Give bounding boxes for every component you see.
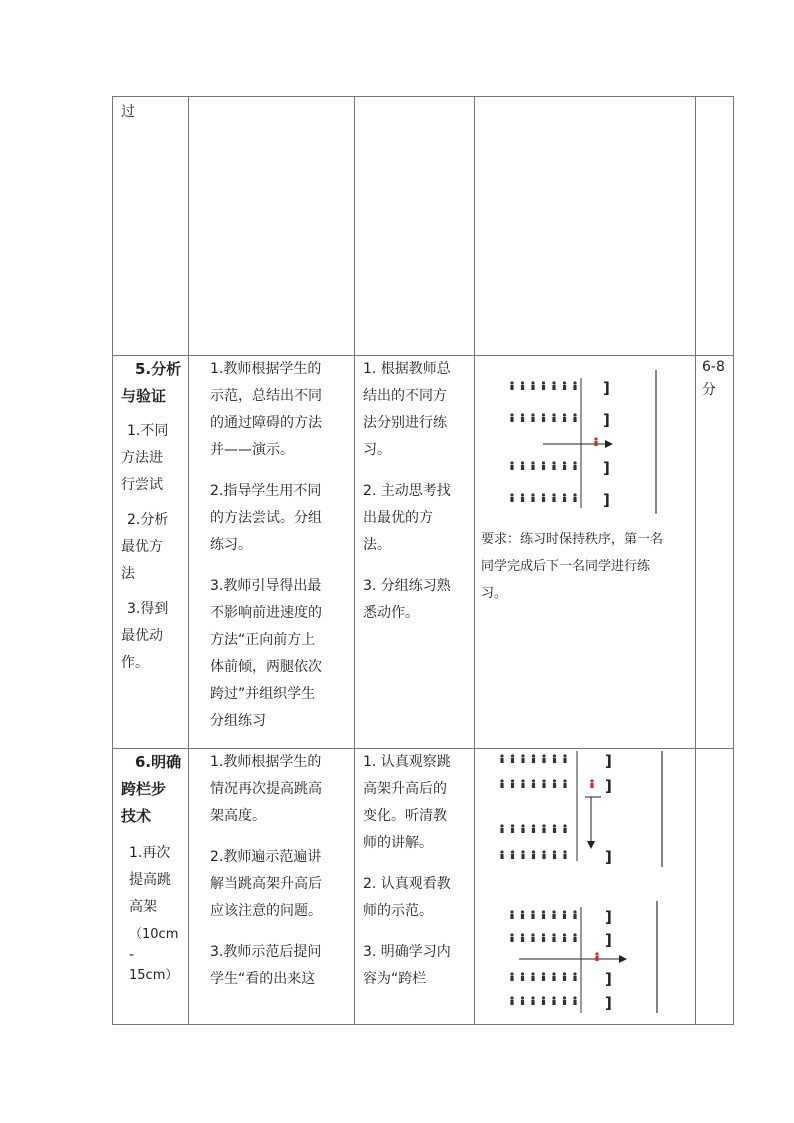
person-icon	[510, 972, 513, 981]
hurdle-mark: ]	[605, 970, 612, 988]
person-icon	[542, 850, 545, 859]
person-icon	[510, 910, 513, 919]
time-cell	[696, 97, 734, 356]
teacher-step: 1.教师根据学生的 示范，总结出不同 的通过障碍的方法 并——演示。	[210, 361, 322, 458]
person-icon	[542, 996, 545, 1005]
hurdle-mark: ]	[603, 411, 610, 429]
person-icon	[553, 754, 556, 763]
hurdle-mark: ]	[605, 848, 612, 866]
person-icon	[510, 461, 513, 470]
teacher-step: 3.教师示范后提问 学生“看的出来这	[210, 944, 322, 987]
person-icon	[553, 779, 556, 788]
person-icon	[532, 850, 535, 859]
stage-cell	[113, 749, 189, 1025]
person-icon	[521, 754, 524, 763]
student-cell	[355, 356, 475, 749]
student-step: 2. 认真观看教 师的示范。	[363, 876, 451, 919]
person-icon	[511, 779, 514, 788]
person-icon	[552, 493, 555, 502]
person-icon	[500, 850, 503, 859]
person-icon	[511, 754, 514, 763]
person-icon	[563, 910, 566, 919]
person-icon	[563, 996, 566, 1005]
teacher-cell	[189, 749, 355, 1025]
person-icon	[500, 824, 503, 833]
person-icon	[542, 910, 545, 919]
person-icon	[531, 910, 534, 919]
person-icon	[542, 381, 545, 390]
person-icon	[563, 824, 566, 833]
table-row-analysis	[113, 356, 734, 749]
student-step: 3. 明确学习内 容为“跨栏	[363, 944, 451, 987]
teacher-cell	[189, 97, 355, 356]
person-icon	[521, 824, 524, 833]
time-cell	[696, 749, 734, 1025]
teacher-step: 3.教师引导得出最 不影响前进速度的 方法“正向前方上 体前倾，两腿依次 跨过”并组织学生 分组练习	[210, 578, 322, 729]
stage-title-line: 5.分析	[135, 360, 182, 378]
person-icon	[531, 413, 534, 422]
stage-title-line: 与验证	[121, 387, 167, 405]
person-icon	[563, 850, 566, 859]
organization-cell	[475, 749, 696, 1025]
person-icon	[563, 972, 566, 981]
person-icon	[542, 933, 545, 942]
person-icon	[552, 910, 555, 919]
stage-title	[113, 356, 188, 410]
person-icon	[573, 413, 576, 422]
person-icon	[563, 779, 566, 788]
hurdle-mark: ]	[605, 908, 612, 926]
table-row-hurdle-technique	[113, 749, 734, 1025]
person-icon	[542, 461, 545, 470]
person-icon	[521, 933, 524, 942]
person-icon	[552, 413, 555, 422]
person-icon	[553, 824, 556, 833]
person-icon	[542, 972, 545, 981]
person-icon	[594, 437, 597, 446]
organization-cell	[475, 97, 696, 356]
person-icon	[595, 952, 598, 961]
hurdle-mark: ]	[605, 931, 612, 949]
student-step: 1. 认真观察跳 高架升高后的 变化。听清教 师的讲解。	[363, 754, 451, 851]
person-icon	[563, 754, 566, 763]
person-icon	[573, 910, 576, 919]
person-icon	[500, 779, 503, 788]
person-icon	[521, 850, 524, 859]
person-icon	[552, 996, 555, 1005]
teacher-step: 2.教师遍示范遍讲 解当跳高架升高后 应该注意的问题。	[210, 849, 322, 919]
requirement-note: 要求：练习时保持秩序，第一名 同学完成后下一名同学进行练 习。	[481, 532, 664, 601]
sub-step: 1.不同 方法进 行尝试	[121, 423, 169, 493]
person-icon	[552, 972, 555, 981]
person-icon	[521, 413, 524, 422]
person-icon	[510, 933, 513, 942]
person-icon	[521, 972, 524, 981]
person-icon	[563, 381, 566, 390]
person-icon	[563, 461, 566, 470]
person-icon	[521, 461, 524, 470]
student-step: 2. 主动思考找 出最优的方 法。	[363, 483, 451, 553]
hurdle-mark: ]	[603, 491, 610, 509]
student-cell	[355, 749, 475, 1025]
formation-diagram	[475, 749, 695, 1023]
person-icon	[553, 850, 556, 859]
sub-step: 1.再次 提高跳 高架 （10cm - 15cm）	[129, 845, 179, 983]
table-row-continued	[113, 97, 734, 356]
arrow-head-icon	[605, 440, 613, 448]
sub-step: 2.分析 最优方 法	[121, 512, 169, 582]
person-icon	[510, 413, 513, 422]
stage-title: 6.明确 跨栏步 技术	[121, 753, 182, 825]
person-icon	[573, 996, 576, 1005]
person-icon	[510, 493, 513, 502]
person-icon	[531, 996, 534, 1005]
person-icon	[590, 779, 593, 788]
sub-step: 3.得到 最优动 作。	[121, 601, 169, 671]
person-icon	[542, 824, 545, 833]
person-icon	[510, 996, 513, 1005]
person-icon	[532, 824, 535, 833]
person-icon	[531, 972, 534, 981]
arrow-head-icon	[587, 841, 595, 849]
stage-cell	[113, 356, 189, 749]
student-cell	[355, 97, 475, 356]
person-icon	[563, 933, 566, 942]
person-icon	[532, 779, 535, 788]
person-icon	[573, 493, 576, 502]
person-icon	[521, 779, 524, 788]
person-icon	[532, 754, 535, 763]
person-icon	[542, 413, 545, 422]
person-icon	[573, 933, 576, 942]
stage-cell	[113, 97, 189, 356]
person-icon	[542, 493, 545, 502]
student-step: 3. 分组练习熟 悉动作。	[363, 578, 451, 621]
person-icon	[531, 461, 534, 470]
teacher-step: 2.指导学生用不同 的方法尝试。分组 练习。	[210, 483, 322, 553]
person-icon	[511, 824, 514, 833]
person-icon	[521, 910, 524, 919]
lesson-plan-table	[112, 96, 734, 1025]
person-icon	[573, 461, 576, 470]
person-icon	[542, 754, 545, 763]
person-icon	[573, 381, 576, 390]
person-icon	[552, 461, 555, 470]
hurdle-mark: ]	[605, 994, 612, 1012]
person-icon	[510, 381, 513, 390]
teacher-step: 1.教师根据学生的 情况再次提高跳高 架高度。	[210, 754, 322, 824]
person-icon	[511, 850, 514, 859]
stage-text: 过	[121, 104, 135, 120]
time-value: 6-8 分	[702, 359, 725, 398]
hurdle-mark: ]	[605, 777, 612, 795]
person-icon	[552, 933, 555, 942]
person-icon	[531, 933, 534, 942]
teacher-cell	[189, 356, 355, 749]
person-icon	[573, 972, 576, 981]
hurdle-mark: ]	[603, 379, 610, 397]
person-icon	[552, 381, 555, 390]
formation-diagram	[475, 356, 695, 526]
person-icon	[563, 493, 566, 502]
person-icon	[521, 493, 524, 502]
hurdle-mark: ]	[603, 459, 610, 477]
organization-cell	[475, 356, 696, 749]
arrow-head-icon	[619, 955, 627, 963]
person-icon	[500, 754, 503, 763]
person-icon	[531, 493, 534, 502]
person-icon	[531, 381, 534, 390]
person-icon	[542, 779, 545, 788]
time-cell	[696, 356, 734, 749]
person-icon	[521, 381, 524, 390]
student-step: 1. 根据教师总 结出的不同方 法分别进行练 习。	[363, 361, 451, 458]
person-icon	[563, 413, 566, 422]
hurdle-mark: ]	[605, 752, 612, 770]
person-icon	[521, 996, 524, 1005]
